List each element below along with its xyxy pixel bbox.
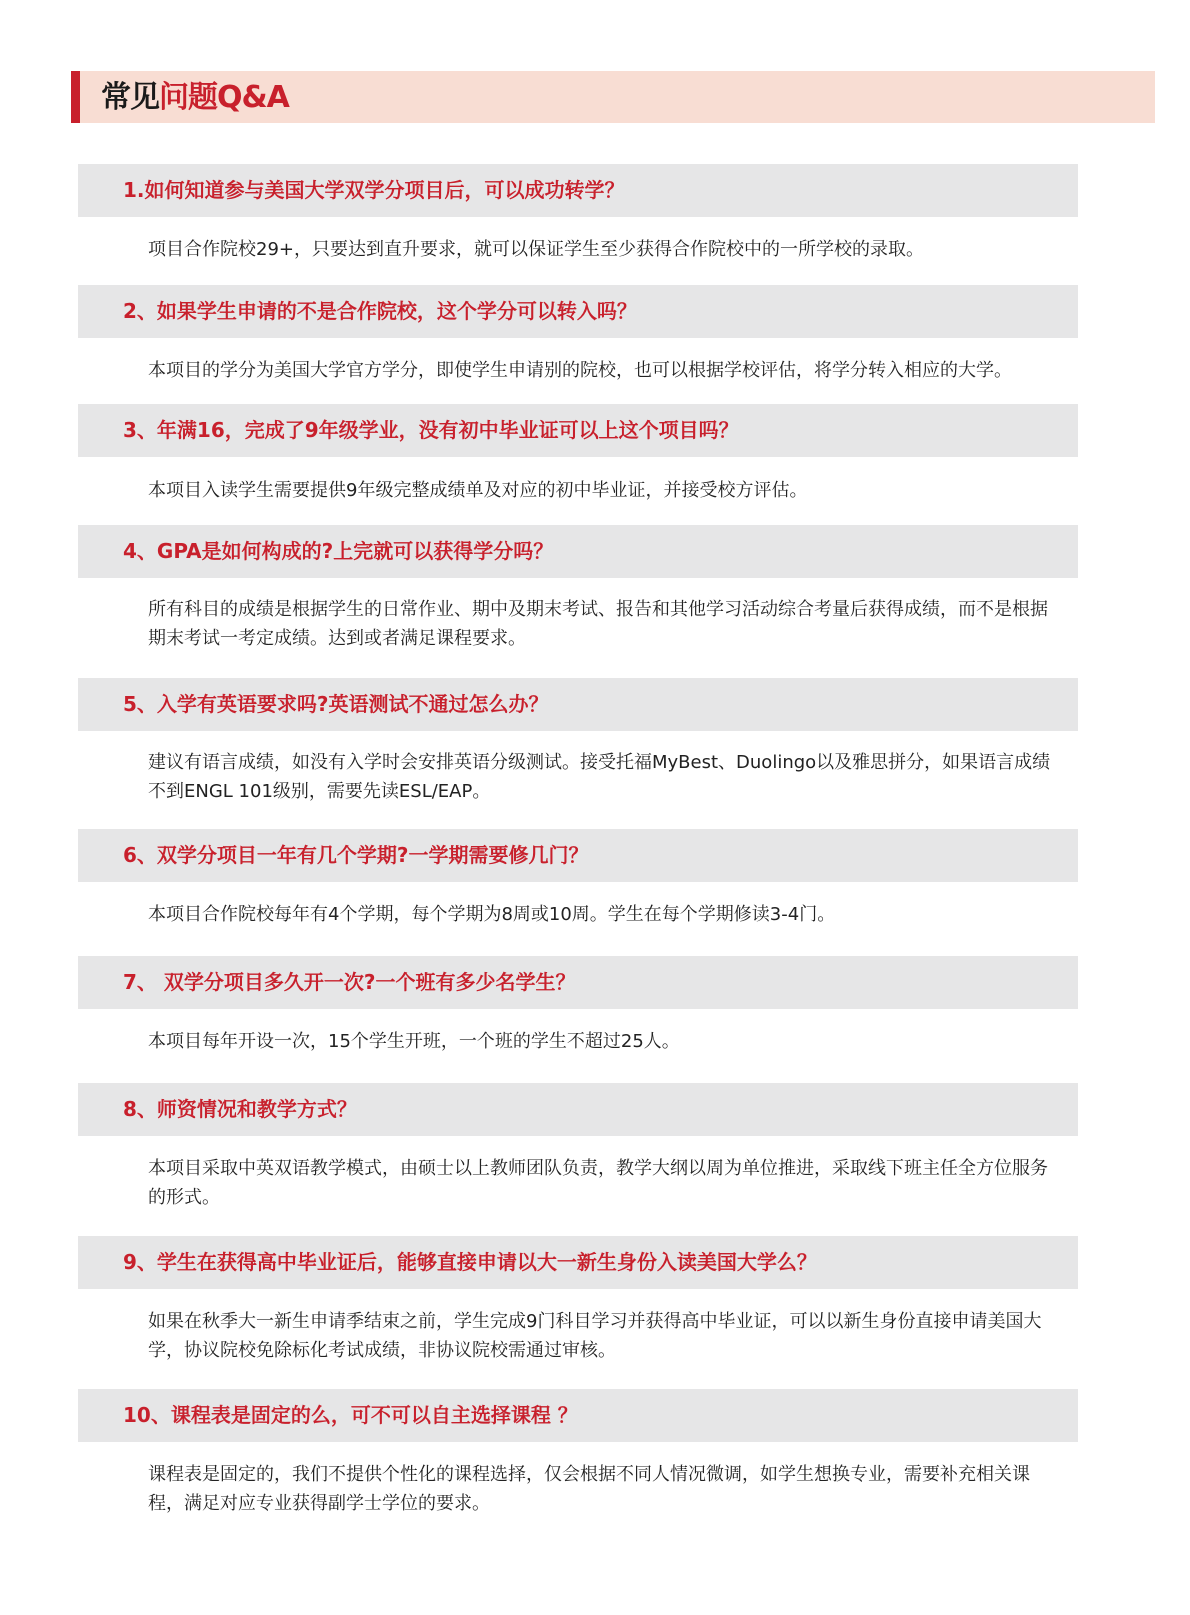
question-bar bbox=[78, 164, 1078, 217]
question-text: 4、GPA是如何构成的?上完就可以获得学分吗？ bbox=[123, 539, 554, 563]
answer-text: 本项目入读学生需要提供9年级完整成绩单及对应的初中毕业证，并接受校方评估。 bbox=[148, 480, 808, 501]
page-title-red: 问题Q&A bbox=[159, 80, 289, 115]
faq-item-5 bbox=[78, 678, 1078, 829]
question-text: 8、师资情况和教学方式？ bbox=[123, 1097, 357, 1121]
question-text: 5、入学有英语要求吗?英语测试不通过怎么办？ bbox=[123, 692, 549, 716]
question-text: 10、课程表是固定的么，可不可以自主选择课程 ？ bbox=[123, 1403, 578, 1427]
question-bar bbox=[78, 1236, 1078, 1289]
faq-item-7 bbox=[78, 956, 1078, 1083]
faq-item-1 bbox=[78, 164, 1078, 285]
question-text: 6、双学分项目一年有几个学期?一学期需要修几门？ bbox=[123, 843, 589, 867]
question-bar bbox=[78, 829, 1078, 882]
question-bar bbox=[78, 404, 1078, 457]
faq-item-3 bbox=[78, 404, 1078, 525]
question-text: 7、 双学分项目多久开一次?一个班有多少名学生？ bbox=[123, 970, 576, 994]
question-text: 1.如何知道参与美国大学双学分项目后，可以成功转学？ bbox=[123, 178, 625, 202]
question-bar bbox=[78, 285, 1078, 338]
section-header bbox=[71, 71, 1155, 123]
question-bar bbox=[78, 678, 1078, 731]
faq-item-6 bbox=[78, 829, 1078, 956]
answer-text: 本项目每年开设一次，15个学生开班，一个班的学生不超过25人。 bbox=[148, 1031, 680, 1052]
faq-item-10 bbox=[78, 1389, 1078, 1528]
answer-text: 本项目合作院校每年有4个学期，每个学期为8周或10周。学生在每个学期修读3-4门。 bbox=[148, 904, 836, 925]
question-bar bbox=[78, 1389, 1078, 1442]
question-bar bbox=[78, 525, 1078, 578]
faq-item-8 bbox=[78, 1083, 1078, 1236]
answer-text: 本项目采取中英双语教学模式，由硕士以上教师团队负责，教学大纲以周为单位推进，采取线下班主任全方位服务的形式。 bbox=[148, 1158, 1048, 1208]
faq-item-9 bbox=[78, 1236, 1078, 1389]
faq-list bbox=[78, 164, 1078, 1528]
answer-text: 所有科目的成绩是根据学生的日常作业、期中及期末考试、报告和其他学习活动综合考量后获得成绩，而不是根据期末考试一考定成绩。达到或者满足课程要求。 bbox=[148, 599, 1048, 649]
question-text: 9、学生在获得高中毕业证后，能够直接申请以大一新生身份入读美国大学么？ bbox=[123, 1250, 817, 1274]
page-title-black: 常见 bbox=[101, 80, 159, 115]
question-text: 2、如果学生申请的不是合作院校，这个学分可以转入吗？ bbox=[123, 299, 637, 323]
answer-text: 如果在秋季大一新生申请季结束之前，学生完成9门科目学习并获得高中毕业证，可以以新生身份直接申请美国大学，协议院校免除标化考试成绩，非协议院校需通过审核。 bbox=[148, 1311, 1042, 1361]
question-bar bbox=[78, 1083, 1078, 1136]
faq-item-4 bbox=[78, 525, 1078, 678]
answer-text: 建议有语言成绩，如没有入学时会安排英语分级测试。接受托福MyBest、Duolingo以及雅思拼分，如果语言成绩不到ENGL 101级别，需要先读ESL/EAP。 bbox=[148, 752, 1051, 802]
answer-text: 项目合作院校29+，只要达到直升要求，就可以保证学生至少获得合作院校中的一所学校的录取。 bbox=[148, 239, 924, 260]
page-title bbox=[101, 80, 289, 116]
question-bar bbox=[78, 956, 1078, 1009]
answer-text: 本项目的学分为美国大学官方学分，即使学生申请别的院校，也可以根据学校评估，将学分转入相应的大学。 bbox=[148, 360, 1012, 381]
faq-item-2 bbox=[78, 285, 1078, 404]
answer-text: 课程表是固定的，我们不提供个性化的课程选择，仅会根据不同人情况微调，如学生想换专业，需要补充相关课程，满足对应专业获得副学士学位的要求。 bbox=[148, 1464, 1030, 1514]
question-text: 3、年满16，完成了9年级学业，没有初中毕业证可以上这个项目吗？ bbox=[123, 418, 739, 442]
header-accent-bar bbox=[71, 71, 80, 123]
